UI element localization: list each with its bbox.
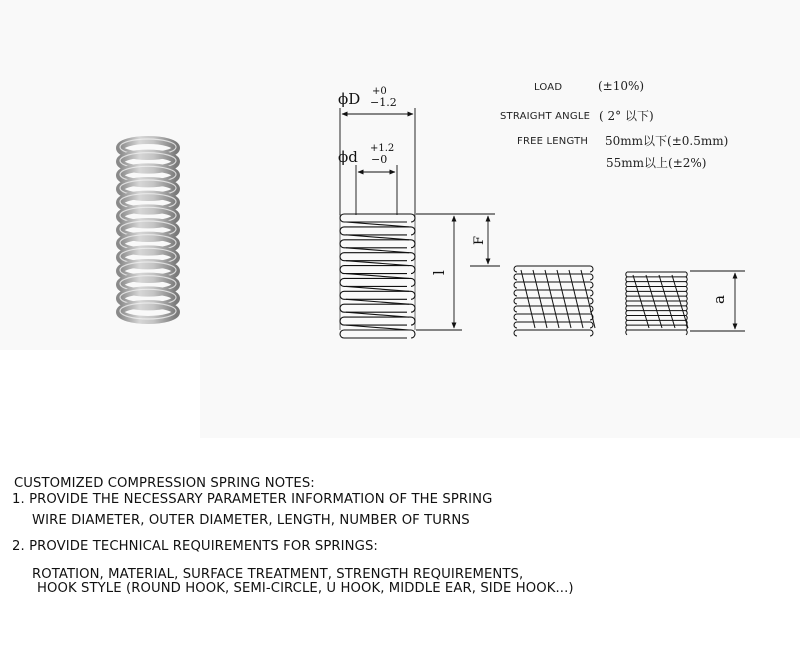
free-length-dimension bbox=[416, 214, 495, 330]
outer-diameter-tol-upper: +0 bbox=[372, 86, 387, 97]
outer-diameter-tol-lower: −1.2 bbox=[370, 96, 397, 109]
inner-diameter-tol-lower: −0 bbox=[371, 153, 388, 166]
notes-item-2: 2. PROVIDE TECHNICAL REQUIREMENTS FOR SPRINGS: bbox=[12, 539, 378, 554]
notes-item-2-detail-2: HOOK STYLE (ROUND HOOK, SEMI-CIRCLE, U HOOK, MIDDLE EAR, SIDE HOOK...) bbox=[37, 581, 574, 596]
inner-diameter-tol-upper: +1.2 bbox=[370, 143, 395, 154]
spring-photo bbox=[120, 139, 176, 320]
notes-heading: CUSTOMIZED COMPRESSION SPRING NOTES: bbox=[14, 476, 315, 491]
spring-coil bbox=[120, 304, 176, 320]
notes-item-1-detail: WIRE DIAMETER, OUTER DIAMETER, LENGTH, NUMBER OF TURNS bbox=[32, 513, 470, 528]
deflection-label: F bbox=[472, 235, 487, 245]
free-length-value-1: 50mm以下(±0.5mm) bbox=[605, 134, 729, 148]
length-label: l bbox=[430, 270, 448, 275]
free-spring-drawing bbox=[340, 214, 415, 338]
notes-item-1: 1. PROVIDE THE NECESSARY PARAMETER INFORMATION OF THE SPRING bbox=[12, 492, 493, 507]
compressed-length-label: a bbox=[710, 295, 728, 304]
straight-angle-value: ( 2° 以下) bbox=[599, 109, 654, 123]
fully-compressed-spring bbox=[626, 272, 688, 335]
inner-diameter-dimension bbox=[356, 165, 397, 215]
notes-item-2-detail-1: ROTATION, MATERIAL, SURFACE TREATMENT, STRENGTH REQUIREMENTS, bbox=[32, 567, 524, 582]
free-length-label: FREE LENGTH bbox=[517, 136, 589, 147]
straight-angle-label: STRAIGHT ANGLE bbox=[500, 111, 591, 122]
free-length-value-2: 55mm以上(±2%) bbox=[606, 156, 707, 170]
partially-compressed-spring bbox=[514, 266, 595, 336]
load-value: (±10%) bbox=[598, 79, 645, 93]
inner-diameter-symbol: ϕd bbox=[338, 148, 358, 166]
load-label: LOAD bbox=[534, 82, 563, 93]
outer-diameter-symbol: ϕD bbox=[338, 90, 361, 108]
